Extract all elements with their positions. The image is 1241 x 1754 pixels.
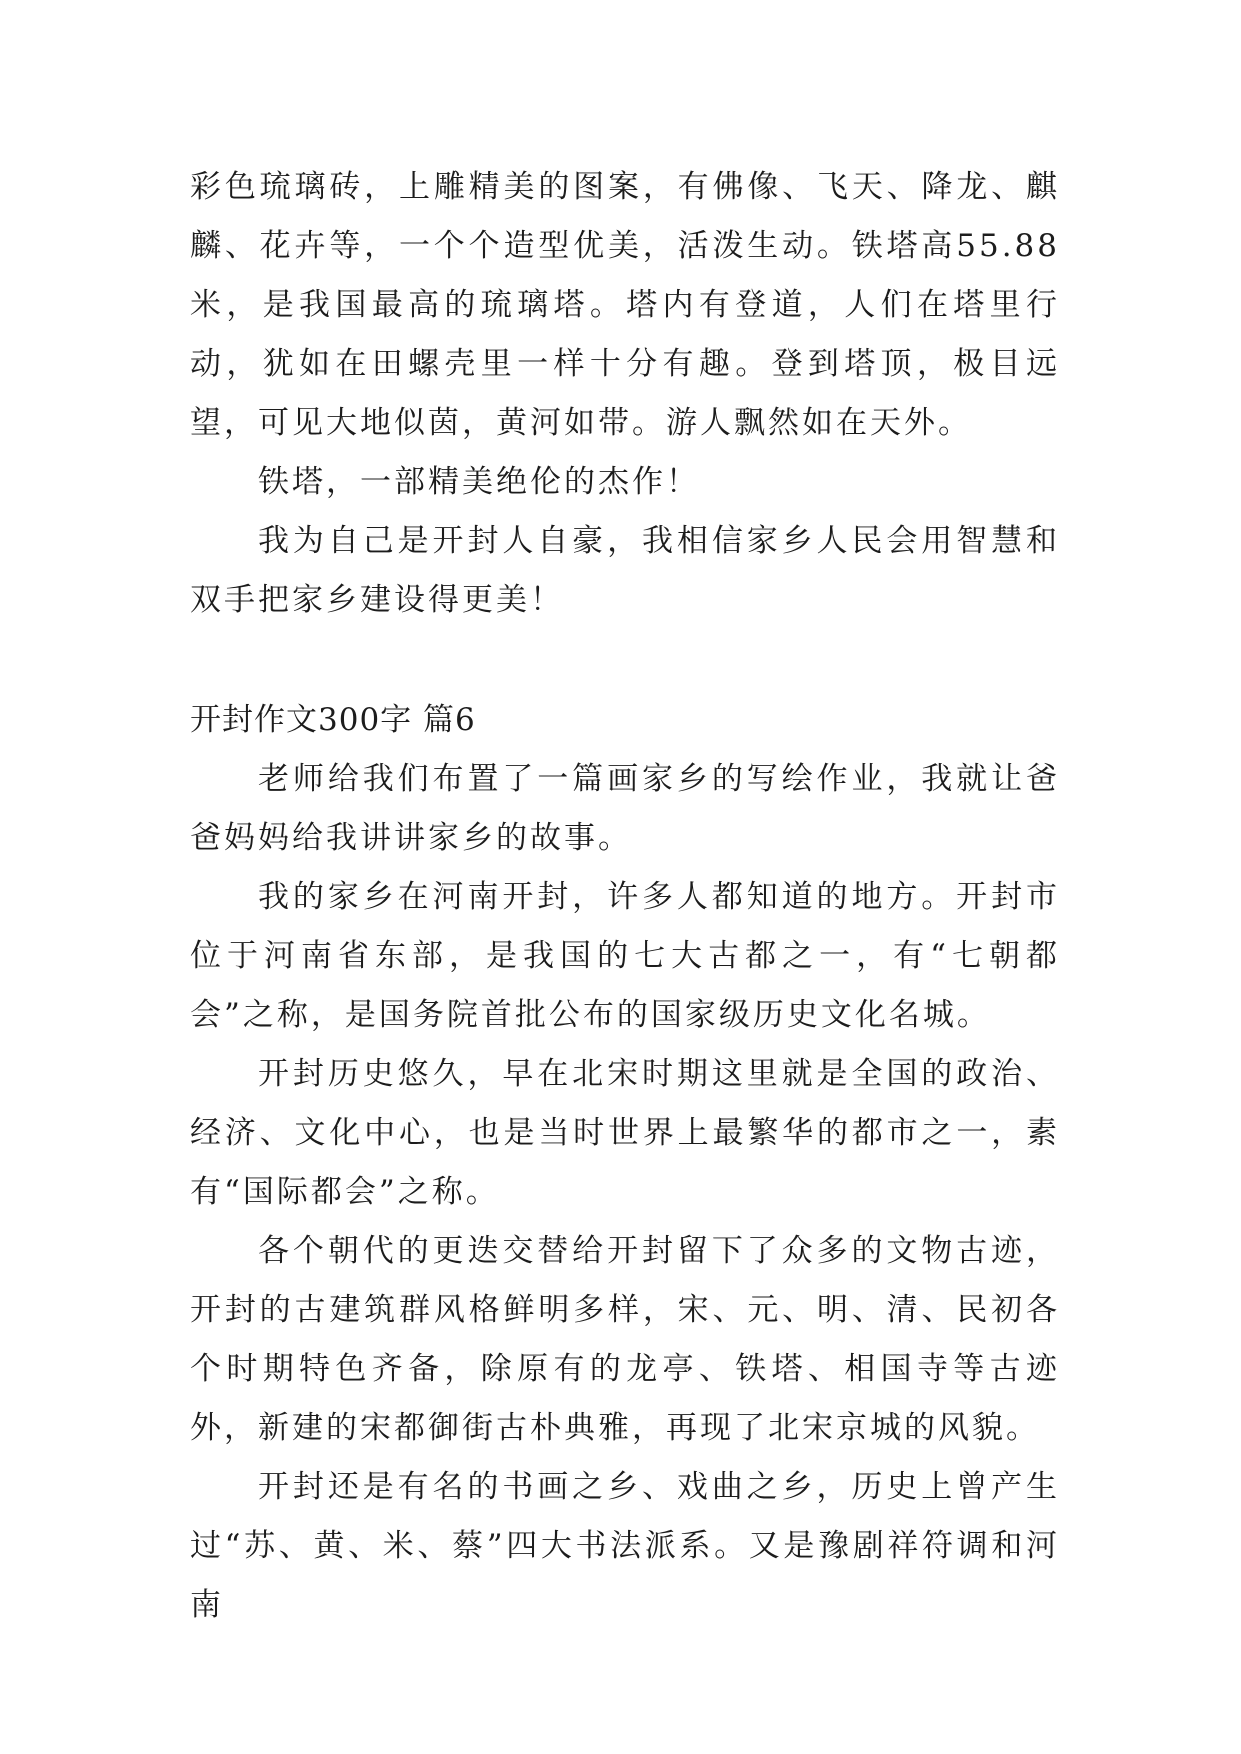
document-body bbox=[190, 158, 1060, 1635]
section-heading: 开封作文300字 篇6 bbox=[190, 702, 476, 738]
paragraph: 铁塔，一部精美绝伦的杰作！ bbox=[258, 464, 700, 500]
paragraph: 老师给我们布置了一篇画家乡的写绘作业，我就让爸爸妈妈给我讲讲家乡的故事。 bbox=[190, 761, 1060, 856]
paragraph: 我为自己是开封人自豪，我相信家乡人民会用智慧和双手把家乡建设得更美！ bbox=[190, 523, 1060, 618]
paragraph: 各个朝代的更迭交替给开封留下了众多的文物古迹，开封的古建筑群风格鲜明多样，宋、元、明、清、民初各个时期特色齐备，除原有的龙亭、铁塔、相国寺等古迹外，新建的宋都御街古朴典雅，再现了北宋京城的风貌。 bbox=[190, 1233, 1060, 1446]
continued-paragraph: 彩色琉璃砖，上雕精美的图案，有佛像、飞天、降龙、麒麟、花卉等，一个个造型优美，活泼生动。铁塔高55.88米，是我国最高的琉璃塔。塔内有登道，人们在塔里行动，犹如在田螺壳里一样十分有趣。登到塔顶，极目远望，可见大地似茵，黄河如带。游人飘然如在天外。 bbox=[190, 169, 1060, 441]
paragraph: 开封历史悠久，早在北宋时期这里就是全国的政治、经济、文化中心，也是当时世界上最繁华的都市之一，素有“国际都会”之称。 bbox=[190, 1056, 1060, 1210]
paragraph: 开封还是有名的书画之乡、戏曲之乡，历史上曾产生过“苏、黄、米、蔡”四大书法派系。又是豫剧祥符调和河南 bbox=[190, 1469, 1060, 1623]
paragraph: 我的家乡在河南开封，许多人都知道的地方。开封市位于河南省东部，是我国的七大古都之一，有“七朝都会”之称，是国务院首批公布的国家级历史文化名城。 bbox=[190, 879, 1060, 1033]
